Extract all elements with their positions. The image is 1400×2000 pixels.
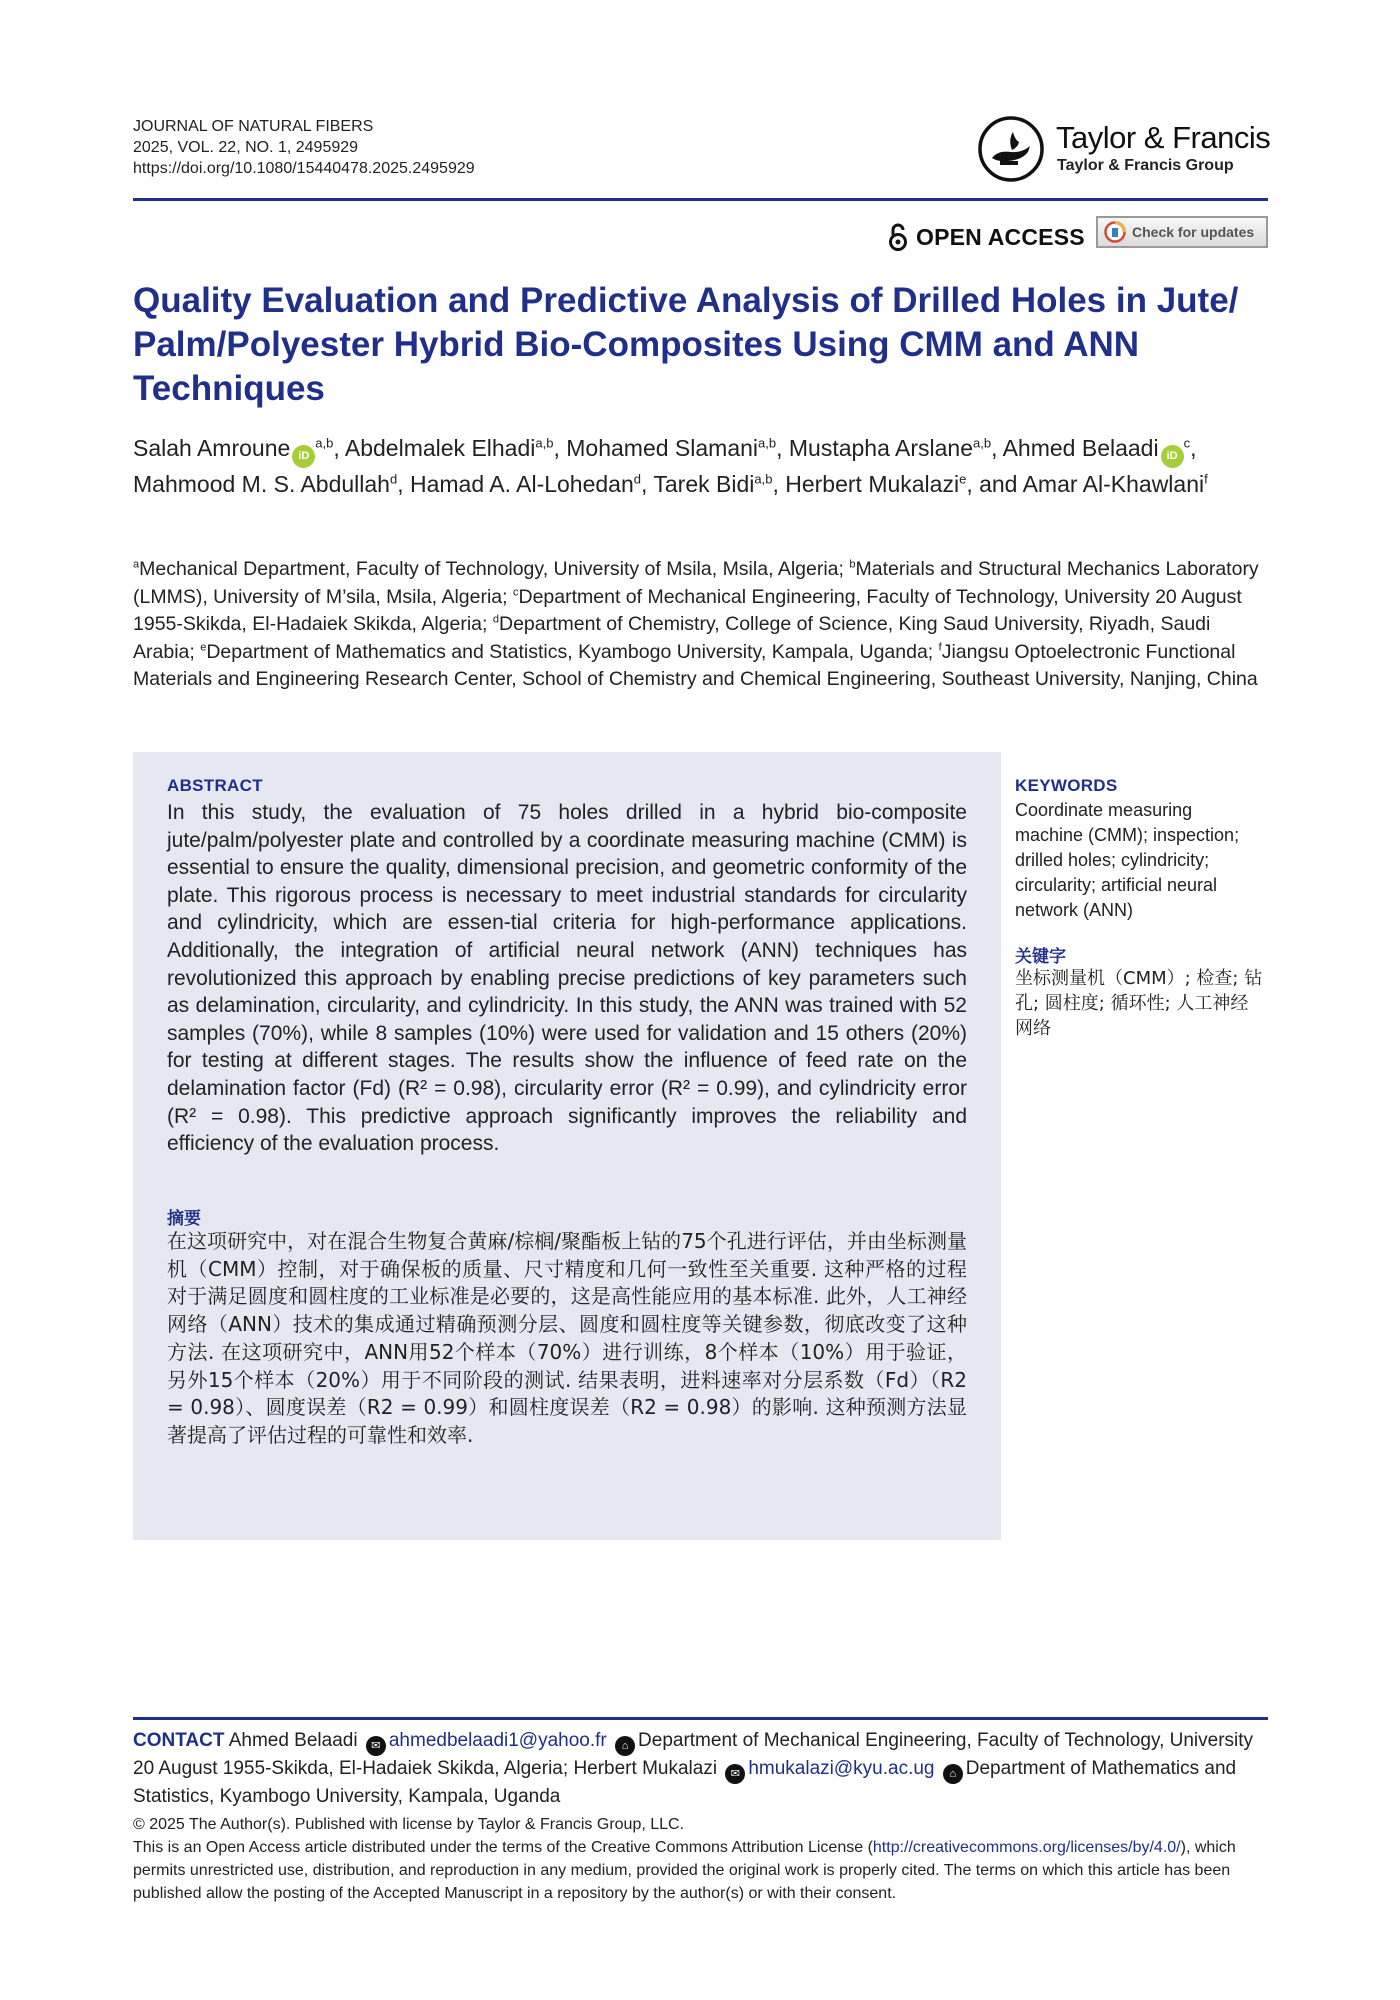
contact-email[interactable]: hmukalazi@kyu.ac.ug xyxy=(748,1758,935,1779)
author-affiliation-mark: a,b xyxy=(754,471,773,487)
author-affiliation-mark: f xyxy=(1204,471,1208,487)
journal-info xyxy=(133,116,475,179)
affiliation-text: Department of Mechanical Engineering, Faculty of Technology, University 20 August 1955-Skikda, El-Hadaiek Skikda, Algeria; xyxy=(133,585,1242,635)
license-text-start: This is an Open Access article distributed under the terms of the Creative Commons Attribution License ( xyxy=(133,1839,873,1856)
article-title: Quality Evaluation and Predictive Analysis of Drilled Holes in Jute/ Palm/Polyester Hybrid Bio-Composites Using CMM and ANN Techniques xyxy=(133,281,1239,408)
tf-lamp-icon xyxy=(978,116,1044,182)
author-name: Abdelmalek Elhadi xyxy=(344,435,536,461)
publisher-group: Taylor & Francis Group xyxy=(1057,157,1234,174)
author-name: Herbert Mukalazi xyxy=(785,471,960,497)
crossmark-icon xyxy=(1104,221,1126,243)
affiliation-mark: f xyxy=(938,641,942,653)
orcid-icon[interactable]: iD xyxy=(1161,445,1184,468)
author-affiliation-mark: a,b xyxy=(758,435,777,451)
open-access-label: OPEN ACCESS xyxy=(916,223,1085,250)
author-list: Salah Amroune iD$^{a,b}$, Abdelmalek Elhadi$^{a,b}$, Mohamed Slamani$^{a,b}$, Mustapha Arslane$^{a,b}$, Ahmed Belaadi $iD^c$, Mahmood M. S. Abdullah$^d$, Hamad A. Al-Lohedan$^d$, Tarek Bidi$^{a,b}$, Herbert Mukalazi$^e$, and Amar Al-Khawlani$^f$ xyxy=(133,435,1208,497)
license-text-end: ), which permits unrestricted use, distribution, and reproduction in any medium, provided the original work is properly cited. The terms on which this article has been published allow the posting of the Accepted Manuscript in a repository by the author(s) or with their consent. xyxy=(133,1839,1236,1902)
affiliations xyxy=(133,556,1273,694)
keywords-text: Coordinate measuring machine (CMM); inspection; drilled holes; cylindricity; circularity; artificial neural network (ANN) xyxy=(1015,800,1240,920)
open-access-badge xyxy=(888,222,1085,252)
doi-link[interactable]: https://doi.org/10.1080/15440478.2025.2495929 xyxy=(133,160,475,177)
abstract-heading: ABSTRACT xyxy=(167,776,263,795)
author-name: Amar Al-Khawlani xyxy=(1022,471,1205,497)
affiliation-text: Department of Mathematics and Statistics, Kyambogo University, Kampala, Uganda; xyxy=(206,640,939,663)
affiliation-text: Jiangsu Optoelectronic Functional Materials and Engineering Research Center, School of Chemistry and Chemical Engineering, Southeast University, Nanjing, China xyxy=(133,640,1258,690)
author-name: Salah Amroune xyxy=(133,435,291,461)
keywords-heading: KEYWORDS xyxy=(1015,776,1118,795)
abstract-text: In this study, the evaluation of 75 holes drilled in a hybrid bio-composite jute/palm/polyester plate and controlled by a coordinate measuring machine (CMM) is essential to ensure the quality, dimensional precision, and geometric conformity of the plate. This rigorous process is necessary to meet industrial standards for circularity and cylindricity, which are essen-tial criteria for high-performance applications. Additionally, the integration of artificial neural network (ANN) techniques has revolutionized this approach by enabling precise predictions of key parameters such as delamination, circularity, and cylindricity. In this study, the ANN was trained with 52 samples (70%), while 8 samples (10%) were used for validation and 15 others (20%) for testing at different stages. The results show the influence of feed rate on the delamination factor (Fd) (R² = 0.98), circularity error (R² = 0.99), and cylindricity error (R² = 0.98). This predictive approach significantly improves the reliability and efficiency of the evaluation process. xyxy=(167,801,967,1156)
email-icon: ✉ xyxy=(725,1764,745,1784)
header-rule xyxy=(133,198,1268,201)
license-notice xyxy=(133,1813,1273,1905)
contact-address: Department of Mathematics and Statistics, Kyambogo University, Kampala, Uganda xyxy=(133,1758,1237,1807)
footer-rule xyxy=(133,1717,1268,1720)
contact-person: Ahmed Belaadi xyxy=(228,1730,358,1751)
author-affiliation-mark: d xyxy=(389,471,398,487)
open-lock-icon xyxy=(888,223,908,251)
author-name: Hamad A. Al-Lohedan xyxy=(410,471,634,497)
affiliation-mark: e xyxy=(200,641,207,653)
abstract-zh-text: 在这项研究中，对在混合生物复合黄麻/棕榈/聚酯板上钻的75个孔进行评估，并由坐标测量机（CMM）控制，对于确保板的质量、尺寸精度和几何一致性至关重要. 这种严格的过程对于满足圆度和圆柱度的工业标准是必要的，这是高性能应用的基本标准. 此外，人工神经网络（ANN）技术的集成通过精确预测分层、圆度和圆柱度等关键参数，彻底改变了这种方法. 在这项研究中，ANN用52个样本（70%）进行训练，8个样本（10%）用于验证，另外15个样本（20%）用于不同阶段的测试. 结果表明，进料速率对分层系数（Fd）（R2 = 0.98）、圆度误差（R2 = 0.99）和圆柱度误差（R2 = 0.98）的影响. 这种预测方法显著提高了评估过程的可靠性和效率. xyxy=(167,1229,967,1447)
volume-line: 2025, VOL. 22, NO. 1, 2495929 xyxy=(133,139,359,156)
author-name: Ahmed Belaadi xyxy=(1002,435,1159,461)
affiliation-mark: c xyxy=(512,586,519,598)
author-name: Mustapha Arslane xyxy=(788,435,973,461)
abstract-box xyxy=(133,752,1001,1540)
author-affiliation-mark: e xyxy=(959,471,967,487)
affiliation-mark: a xyxy=(133,558,140,571)
author-name: Tarek Bidi xyxy=(653,471,755,497)
author-affiliation-mark: a,b xyxy=(315,435,334,451)
email-icon: ✉ xyxy=(366,1736,386,1756)
license-link[interactable]: http://creativecommons.org/licenses/by/4.0/ xyxy=(872,1839,1181,1856)
orcid-icon[interactable]: iD xyxy=(292,445,315,468)
check-for-updates-label: Check for updates xyxy=(1132,224,1255,240)
affiliation-text: Department of Chemistry, College of Science, King Saud University, Riyadh, Saudi Arabia; xyxy=(133,613,1211,663)
author-affiliation-mark: d xyxy=(633,471,642,487)
affiliation-text: Mechanical Department, Faculty of Technology, University of Msila, Msila, Algeria; xyxy=(139,558,850,580)
license-text xyxy=(133,1836,1273,1905)
contact-label: CONTACT xyxy=(133,1730,225,1751)
copyright-line: © 2025 The Author(s). Published with license by Taylor & Francis Group, LLC. xyxy=(133,1816,685,1833)
check-for-updates-button[interactable] xyxy=(1096,216,1268,248)
publisher-name: Taylor & Francis xyxy=(1056,120,1271,155)
affiliation-mark: d xyxy=(492,613,499,626)
author-name: Mohamed Slamani xyxy=(566,435,759,461)
keywords-zh-text: 坐标测量机（CMM）; 检查; 钻孔; 圆柱度; 循环性; 人工神经网络 xyxy=(1015,968,1263,1039)
publisher-logo[interactable] xyxy=(978,116,1271,186)
author-affiliation-mark: c xyxy=(1183,435,1191,451)
author-affiliation-mark: a,b xyxy=(535,435,554,451)
author-name: Mahmood M. S. Abdullah xyxy=(133,471,390,497)
affiliation-text: Materials and Structural Mechanics Laboratory (LMMS), University of M’sila, Msila, Algeria; xyxy=(133,558,1259,608)
contact-person: Herbert Mukalazi xyxy=(573,1758,718,1779)
contact-email[interactable]: ahmedbelaadi1@yahoo.fr xyxy=(388,1730,607,1751)
keywords-zh-heading: 关键字 xyxy=(1015,947,1066,966)
address-icon: ⌂ xyxy=(943,1764,963,1784)
affiliation-mark: b xyxy=(849,558,856,571)
journal-name: JOURNAL OF NATURAL FIBERS xyxy=(133,118,374,135)
contact-info xyxy=(133,1728,1273,1810)
abstract-zh-heading: 摘要 xyxy=(167,1209,201,1228)
author-affiliation-mark: a,b xyxy=(973,435,992,451)
contact-address: Department of Mechanical Engineering, Faculty of Technology, University 20 August 1955-Skikda, El-Hadaiek Skikda, Algeria; xyxy=(133,1730,1254,1779)
address-icon: ⌂ xyxy=(615,1736,635,1756)
